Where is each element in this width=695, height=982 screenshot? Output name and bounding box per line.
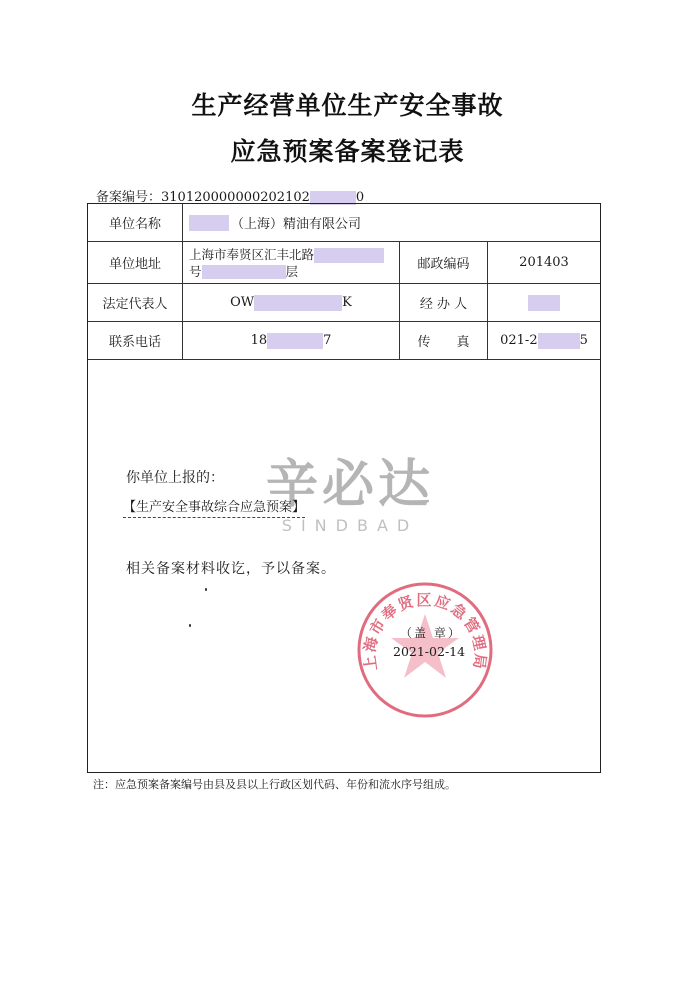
phone-value [183,322,400,359]
phone-label: 联系电话 [88,322,183,359]
record-number-suffix: 0 [355,190,365,205]
seal-label: （盖 章） [400,626,462,640]
scan-speck [205,588,207,591]
redaction-block [314,248,384,263]
record-number-label: 备案编号： [96,190,162,205]
stamp-text: 上海市奉贤区应急管理局 [360,590,490,672]
legal-rep-prefix: OW [230,295,255,310]
address-line2: 号 层 [189,263,299,279]
table-row-unit-name [88,204,600,242]
address-value [183,242,400,283]
form-title-line2: 应急预案备案登记表 [230,137,465,166]
postal-code-value: 201403 [519,255,569,270]
fax-value [488,322,600,359]
form-title-line1: 生产经营单位生产安全事故 [191,91,504,120]
footnote: 注：应急预案备案编号由县及县以上行政区划代码、年份和流水序号组成。 [93,778,456,791]
redaction-block [189,215,229,231]
plan-name: 【生产安全事故综合应急预案】 [123,496,305,518]
table-row-legal-rep [88,284,600,322]
redaction-block [202,265,286,279]
fax-suffix: 5 [579,333,588,348]
approval-body [88,360,600,772]
redaction-block [267,333,323,349]
address-line1: 上海市奉贤区汇丰北路 [189,246,384,263]
watermark-en: SINDBAD [281,516,419,535]
legal-rep-label: 法定代表人 [88,284,183,321]
fax-prefix: 021-2 [500,333,538,348]
address-label: 单位地址 [88,242,183,283]
phone-suffix: 7 [323,333,332,348]
redaction-block [528,295,560,311]
unit-name-label: 单位名称 [88,204,183,241]
legal-rep-value [183,284,400,321]
registration-table [87,203,601,773]
redaction-block [254,295,342,311]
unit-name-text: （上海）精油有限公司 [231,217,362,232]
seal-date: 2021-02-14 [393,644,466,659]
received-line: 相关备案材料收讫，予以备案。 [126,561,336,577]
fax-label: 传 真 [400,322,488,359]
scan-speck [189,624,191,627]
legal-rep-suffix: K [342,295,352,310]
report-line: 你单位上报的： [126,470,224,486]
postal-code-label: 邮政编码 [400,242,488,283]
phone-prefix: 18 [250,333,268,348]
table-row-phone [88,322,600,360]
record-number-prefix: 3101200000002021​02 [161,190,310,205]
handler-label: 经 办 人 [400,284,488,321]
redaction-block [538,333,580,349]
handler-value [488,284,600,321]
watermark-cn: 辛必达 [265,455,434,515]
unit-name-value [183,204,600,241]
table-row-address [88,242,600,284]
